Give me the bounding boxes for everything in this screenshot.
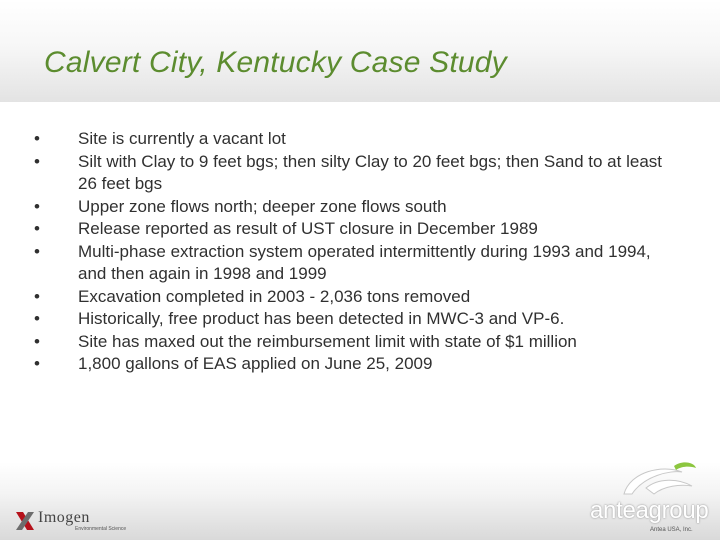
bullet-item: [26, 151, 666, 196]
bullet-text: Multi-phase extraction system operated intermittently during 1993 and 1994, and then again in 1998 and 1999: [78, 241, 651, 283]
bullet-marker: •: [34, 354, 40, 373]
imogen-name: Imogen: [38, 509, 90, 526]
bullet-item: [26, 308, 666, 331]
bullet-marker: •: [34, 331, 40, 351]
copyright-text: Antea USA, Inc.: [650, 527, 693, 533]
bullet-text: Silt with Clay to 9 feet bgs; then silty Clay to 20 feet bgs; then Sand to at least 26 feet bgs: [78, 151, 662, 193]
bullet-item: [26, 353, 666, 376]
bullet-marker: •: [34, 219, 40, 238]
imogen-logo: [12, 506, 142, 534]
bullet-marker: •: [34, 309, 40, 328]
imogen-x-icon: [14, 510, 36, 532]
bullet-text: Site is currently a vacant lot: [78, 129, 286, 148]
imogen-tagline: Environmental Science: [75, 526, 127, 532]
antea-logo-text: anteagroup: [590, 497, 709, 524]
bullet-item: [26, 196, 666, 219]
bullet-marker: •: [34, 151, 40, 171]
bullet-text: Upper zone flows north; deeper zone flows south: [78, 196, 447, 216]
bullet-item: [26, 128, 666, 151]
bullet-marker: •: [34, 129, 40, 148]
bullet-marker: •: [34, 286, 40, 306]
bullet-item: [26, 286, 666, 309]
bullet-text: Site has maxed out the reimbursement limit with state of $1 million: [78, 331, 577, 351]
bullet-text: Excavation completed in 2003 - 2,036 tons removed: [78, 286, 471, 306]
bullet-marker: •: [34, 241, 40, 261]
bullet-item: [26, 241, 666, 286]
bullet-item: [26, 218, 666, 241]
bullet-text: Release reported as result of UST closure in December 1989: [78, 219, 538, 238]
slide-title: Calvert City, Kentucky Case Study: [44, 46, 507, 79]
bullet-text: Historically, free product has been detected in MWC-3 and VP-6.: [78, 309, 565, 328]
bullet-list: [26, 128, 666, 376]
bullet-text: 1,800 gallons of EAS applied on June 25, 2009: [78, 354, 433, 373]
bullet-item: [26, 331, 666, 354]
bullet-marker: •: [34, 196, 40, 216]
